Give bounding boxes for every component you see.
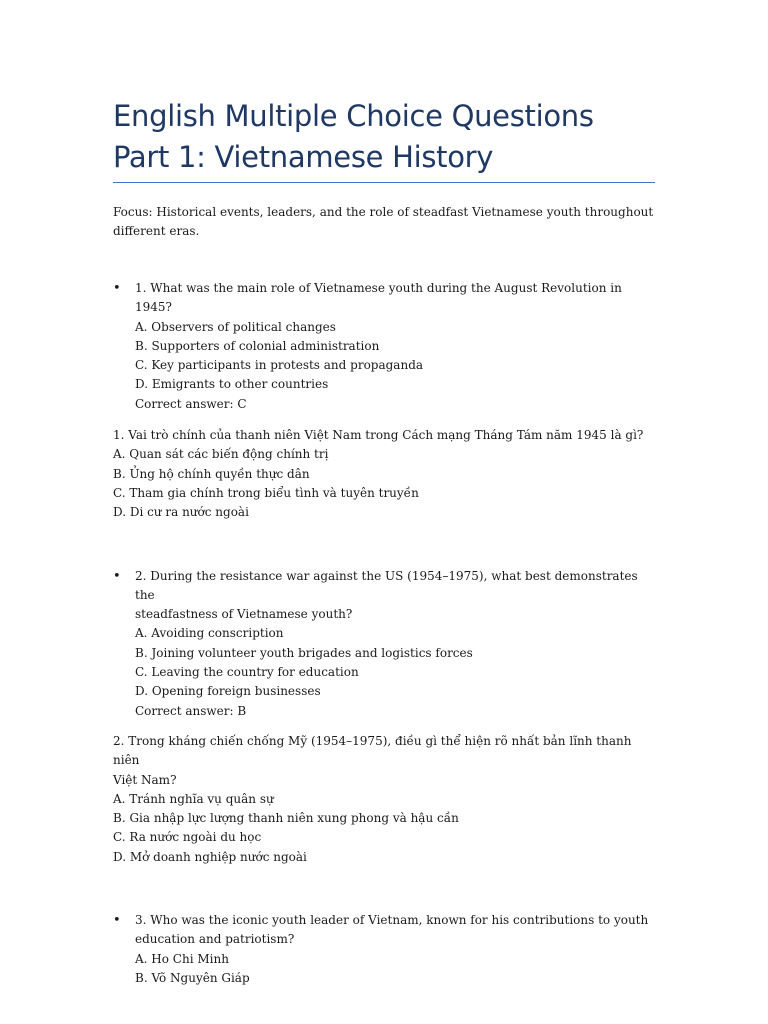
question-2-option-b: B. Joining volunteer youth brigades and logistics forces	[135, 645, 473, 660]
question-2-option-a: A. Avoiding conscription	[135, 626, 284, 641]
bullet-icon: •	[113, 913, 121, 929]
bullet-icon: •	[113, 281, 121, 296]
document-page	[113, 96, 655, 988]
question-1-option-a: A. Observers of political changes	[135, 319, 336, 334]
focus-paragraph	[113, 203, 655, 241]
question-1-block	[113, 279, 655, 414]
question-2-vi-option-c: C. Ra nước ngoài du học	[113, 830, 262, 845]
question-2-option-d: D. Opening foreign businesses	[135, 684, 321, 699]
title-line-1: English Multiple Choice Questions	[113, 99, 594, 133]
question-2-text-line-1: 2. During the resistance war against the US (1954–1975), what best demonstrates the	[135, 568, 638, 602]
bullet-icon: •	[113, 568, 121, 584]
question-1-vi-text: 1. Vai trò chính của thanh niên Việt Nam trong Cách mạng Tháng Tám năm 1945 là gì?	[113, 428, 644, 443]
question-1-bullet-item	[113, 279, 655, 414]
focus-line-2: different eras.	[113, 224, 200, 238]
question-2-correct-answer: Correct answer: B	[135, 703, 247, 718]
question-2-block	[113, 567, 655, 721]
question-2-vi-option-d: D. Mở doanh nghiệp nước ngoài	[113, 849, 307, 864]
question-3-option-a: A. Ho Chi Minh	[135, 951, 229, 966]
question-1-vietnamese	[113, 426, 655, 522]
question-2-vi-text-line-2: Việt Nam?	[113, 772, 177, 787]
question-2-bullet-item	[113, 567, 655, 721]
question-3-option-b: B. Võ Nguyên Giáp	[135, 970, 250, 985]
question-1-vi-option-a: A. Quan sát các biến động chính trị	[113, 447, 329, 462]
question-3-block	[113, 911, 655, 988]
question-2-vi-text-line-1: 2. Trong kháng chiến chống Mỹ (1954–1975), điều gì thể hiện rõ nhất bản lĩnh thanh niên	[113, 733, 632, 768]
title-underline-rule	[113, 182, 655, 183]
question-3-text-line-1: 3. Who was the iconic youth leader of Vietnam, known for his contributions to youth	[135, 913, 649, 928]
question-1-vi-option-d: D. Di cư ra nước ngoài	[113, 505, 249, 520]
question-1-vi-option-b: B. Ủng hộ chính quyền thực dân	[113, 466, 310, 481]
question-1-correct-answer: Correct answer: C	[135, 396, 247, 411]
question-2-text-line-2: steadfastness of Vietnamese youth?	[135, 607, 353, 622]
question-2-vi-option-b: B. Gia nhập lực lượng thanh niên xung phong và hậu cần	[113, 811, 459, 826]
document-title	[113, 96, 655, 178]
question-3-bullet-item	[113, 911, 655, 988]
question-2-vietnamese	[113, 732, 655, 867]
title-line-2: Part 1: Vietnamese History	[113, 140, 494, 174]
question-2-vi-option-a: A. Tránh nghĩa vụ quân sự	[113, 791, 274, 806]
focus-line-1: Focus: Historical events, leaders, and the role of steadfast Vietnamese youth throughout	[113, 205, 654, 219]
question-2-option-c: C. Leaving the country for education	[135, 665, 359, 680]
question-1-option-c: C. Key participants in protests and propaganda	[135, 358, 424, 373]
question-1-option-d: D. Emigrants to other countries	[135, 377, 329, 392]
question-1-option-b: B. Supporters of colonial administration	[135, 338, 380, 353]
question-1-vi-option-c: C. Tham gia chính trong biểu tình và tuyên truyền	[113, 485, 419, 500]
question-1-text: 1. What was the main role of Vietnamese youth during the August Revolution in 1945?	[135, 281, 622, 315]
question-3-text-line-2: education and patriotism?	[135, 932, 295, 947]
